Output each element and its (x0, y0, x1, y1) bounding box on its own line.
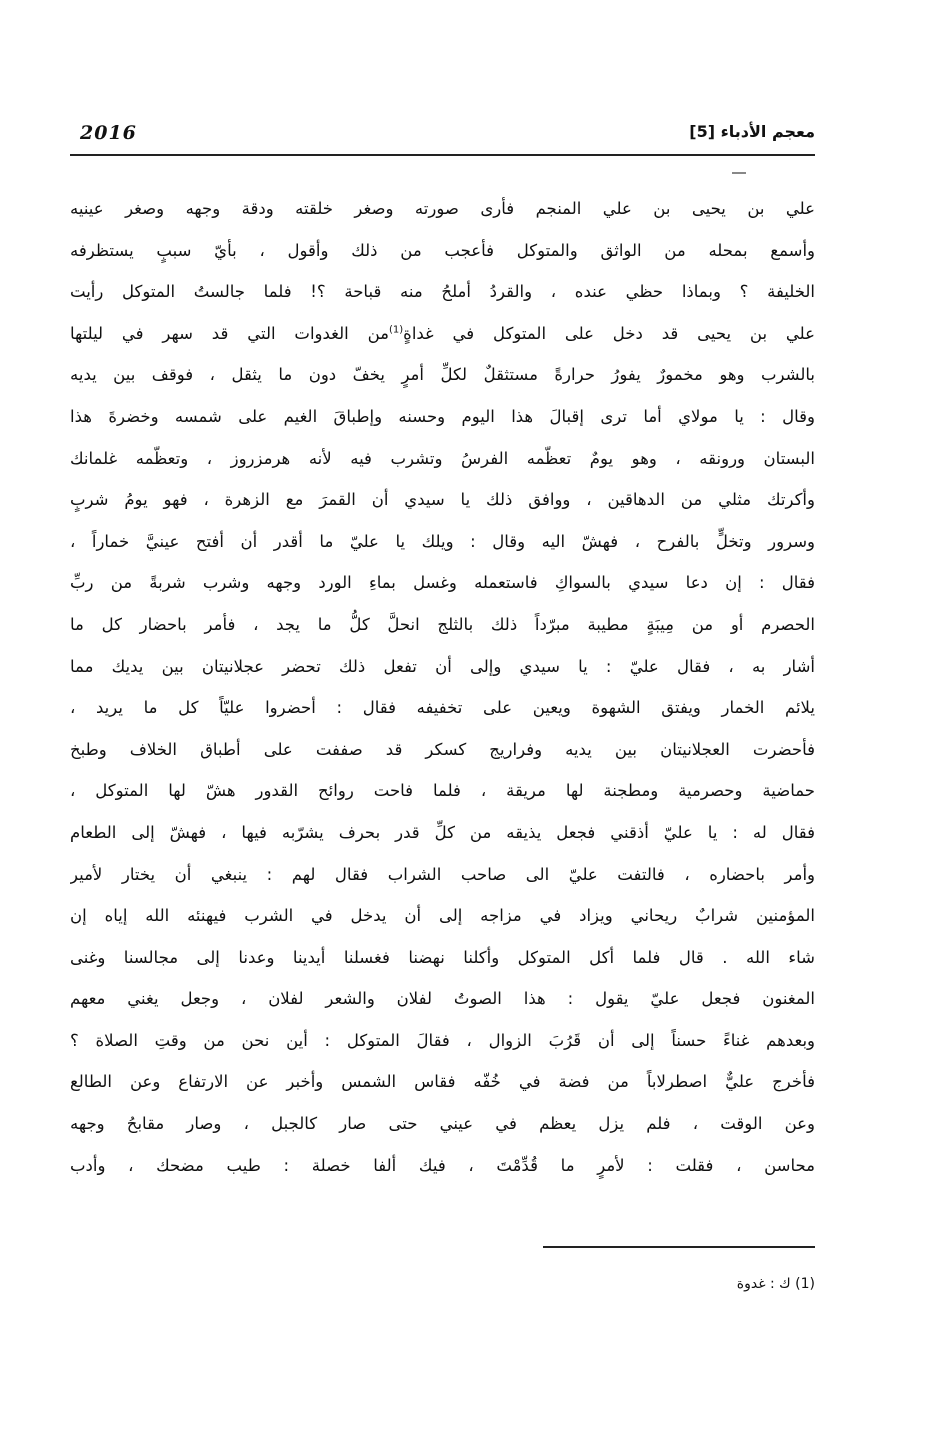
text-line: فأحضرت العجلانيتان بين يديه وفراريج كسكر قد صففت على أطباق الخلاف وطبخ (70, 739, 815, 759)
text-line: وأمر باحضاره ، فالتفت عليّ الى صاحب الشراب فقال لهم : ينبغي أن يختار لأمير (70, 864, 815, 884)
scan-speck (732, 172, 746, 174)
text-line: فأخرج عليٌّ اصطرلاباً من فضة في خُفّه فقاس الشمس وأخبر عن الارتفاع وعن الطالع (70, 1072, 815, 1092)
text-line: حماضية وحصرمية ومطجنة لها مريقة ، فلما فاحت روائح القدور هشّ لها المتوكل ، (70, 781, 815, 801)
running-title: معجم الأدباء [5] (689, 122, 815, 141)
text-line: علي بن يحيى بن علي المنجم فأرى صورته وصغر خلقته ودقة وجهه وصغر عينيه (70, 199, 815, 218)
footnote-ref: (1) (388, 324, 404, 336)
text-line: الخليفة ؟ وبماذا حظي عنده ، والقردُ أملحُ منه قباحة ؟! فلما جالستُ المتوكل رأيت (70, 282, 815, 302)
text-line: فقال : إن دعا سيدي بالسواكِ فاستعمله وغسل بماءِ الورد وجهه وشرب شربةً من ربِّ (70, 573, 815, 593)
text-line: وقال : يا مولاي أما ترى إقبالَ هذا اليوم وحسنه وإطباقَ الغيم على شمسه وخضرةَ هذا (70, 406, 815, 426)
text-line: محاسن ، فقلت : لأمرٍ ما قُدِّمْتَ ، فيك ألفا خصلة : طيب مضحك ، وأدب (70, 1155, 815, 1175)
text-line: شاء الله . قال فلما أكل المتوكل وأكلنا نهضنا فغسلنا أيدينا وعدنا إلى مجالسنا وغنى (70, 947, 815, 967)
text-line: المؤمنين شرابٌ ريحاني ويزاد في مزاجه إلى أن يدخل في الشرب فيهنئه الله إياه إن (70, 906, 815, 926)
text-line: المغنون فجعل عليّ يقول : هذا الصوتُ لفلان والشعر لفلان ، وجعل يغني معهم (70, 989, 815, 1009)
line-text: علي بن يحيى قد دخل على المتوكل في غداةٍ (403, 323, 815, 343)
text-line: وأسمع بمحله من الواثق والمتوكل فأعجب من ذلك وأقول ، بأيّ سببٍ يستظرفه (70, 240, 815, 260)
text-line: فقال له : يا عليّ أذقني فجعل يذيقه من كلِّ قدر بحرف يشرّبه فيها ، فهشّ إلى الطعام (70, 822, 815, 842)
line-text-continued: من الغدوات التي قد سهر في ليلتها (70, 323, 389, 343)
text-line: وأكرتك مثلي من الدهاقين ، ووافق ذلك يا سيدي أن القمرَ مع الزهرة ، فهو يومُ شربٍ (70, 490, 815, 510)
page-header (70, 118, 815, 154)
body-text (70, 188, 815, 1186)
page-number: 2016 (80, 122, 137, 144)
text-line: البستان ورونقه ، وهو يومٌ تعظّمه الفرسُ وتشرب فيه لأنه هرمزروز ، وتعظّمه غلمانك (70, 448, 815, 468)
header-rule (70, 154, 815, 156)
text-line: وعن الوقت ، فلم يزل يعظم في عيني حتى صار كالجبل ، وصار مقابحُ وجهه (70, 1114, 815, 1134)
text-line: الحصرم أو من مِيبَةٍ مطيبة مبرّداً ذلك بالثلج انحلَّ كلُّ ما يجد ، فأمر باحضار كل ما (70, 614, 815, 634)
text-line: وسرور وتخلٍّ بالفرح ، فهشّ اليه وقال : ويلك يا عليّ ما أقدر أن أفتح عينيَّ خماراً ، (70, 531, 815, 551)
text-line: بالشرب وهو مخمورٌ يفورُ حرارةً مستثقلٌ لكلِّ أمرٍ يخفّ دون ما يثقل ، فوقف بين يديه (70, 365, 815, 385)
text-line: أشار به ، فقال عليّ : يا سيدي وإلى أن تفعل ذلك تحضر عجلانيتان بين يديك مما (70, 656, 815, 676)
text-line-with-footnote-ref (70, 313, 815, 355)
footnote-rule (543, 1246, 815, 1248)
text-line: يلائم الخمار ويفتق الشهوة ويعين على تخفيفه فقال : أحضروا عليّاً كل ما يريد ، (70, 698, 815, 718)
text-line: وبعدهم غناءً حسناً إلى أن قَرُبَ الزوال ، فقالَ المتوكل : أين نحن من وقتِ الصلاة ؟ (70, 1030, 815, 1050)
footnote: (1) ك : غدوة (736, 1276, 815, 1292)
